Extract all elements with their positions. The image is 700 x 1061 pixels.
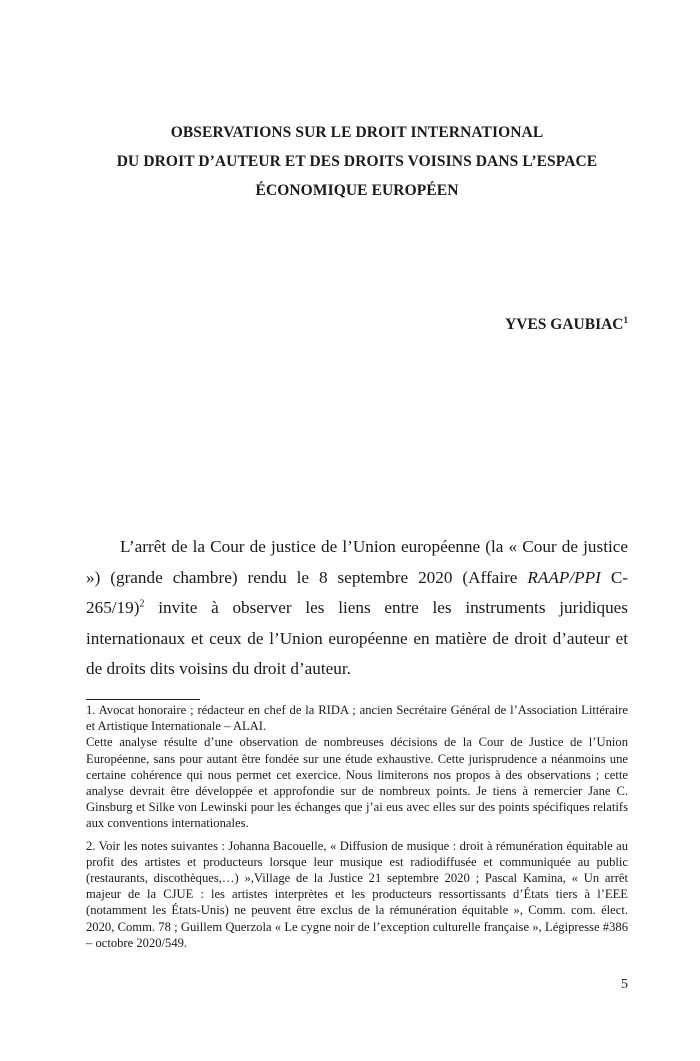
footnote-2: 2. Voir les notes suivantes : Johanna Bacouelle, « Diffusion de musique : droit à rémunération équitable au profit des artistes et producteurs lorsque leur musique est radiodiffusée et communiquée au public (restaurants, discothèques,…) »,Village de la Justice 21 septembre 2020 ; Pascal Kamina, « Un arrêt majeur de la CJUE : les artistes interprètes et les producteurs ressortissants d’États tiers à l’EEE (notamment les États-Unis) ne peuvent être exclus de la rémunération équitable », Comm. com. élect. 2020, Comm. 78 ; Guillem Querzola « Le cygne noir de l’exception culturelle française », Légipresse #386 – octobre 2020/549. (86, 838, 628, 950)
body-text-part-1: L’arrêt de la Cour de justice de l’Union européenne (la « Cour de justice ») (grande chambre) rendu le 8 septembre 2020 (Affaire (86, 537, 628, 587)
body-text-part-3: invite à observer les liens entre les instruments juridiques internationaux et ceux de l’Union européenne en matière de droit d’auteur et de droits dits voisins du droit d’auteur. (86, 598, 628, 679)
footnotes (86, 702, 628, 951)
body-text-part-2: C-265/19) (86, 567, 629, 618)
document-title (70, 118, 644, 205)
author-line (505, 316, 628, 334)
author-footnote-ref: 1 (623, 314, 628, 325)
body-paragraph (86, 532, 628, 685)
title-line-1: OBSERVATIONS SUR LE DROIT INTERNATIONAL (170, 124, 544, 141)
footnote-1: 1. Avocat honoraire ; rédacteur en chef de la RIDA ; ancien Secrétaire Général de l’Association Littéraire et Artistique Internationale – ALAI. (86, 703, 628, 734)
body-footnote-ref: 2 (139, 598, 145, 610)
author-name: YVES GAUBIAC (505, 316, 624, 333)
title-line-2: DU DROIT D’AUTEUR ET DES DROITS VOISINS DANS L’ESPACE (116, 153, 598, 170)
title-line-3: ÉCONOMIQUE EUROPÉEN (255, 182, 459, 199)
footnote-separator (86, 699, 200, 700)
page-number: 5 (621, 977, 628, 992)
footnote-1-continued: Cette analyse résulte d’une observation de nombreuses décisions de la Cour de Justice de l’Union Européenne, sans pour autant être fondée sur une étude exhaustive. Cette jurisprudence a néanmoins une certaine cohérence qui nous permet cet exercice. Nous limiterons nos propos à des observations ; cette analyse devrait être développée et approfondie sur de nombreux points. Je tiens à remercier Jane C. Ginsburg et Silke von Lewinski pour les échanges que j’ai eus avec elles sur des points spécifiques relatifs aux conventions internationales. (86, 735, 628, 831)
case-name: RAAP/PPI (527, 567, 601, 587)
